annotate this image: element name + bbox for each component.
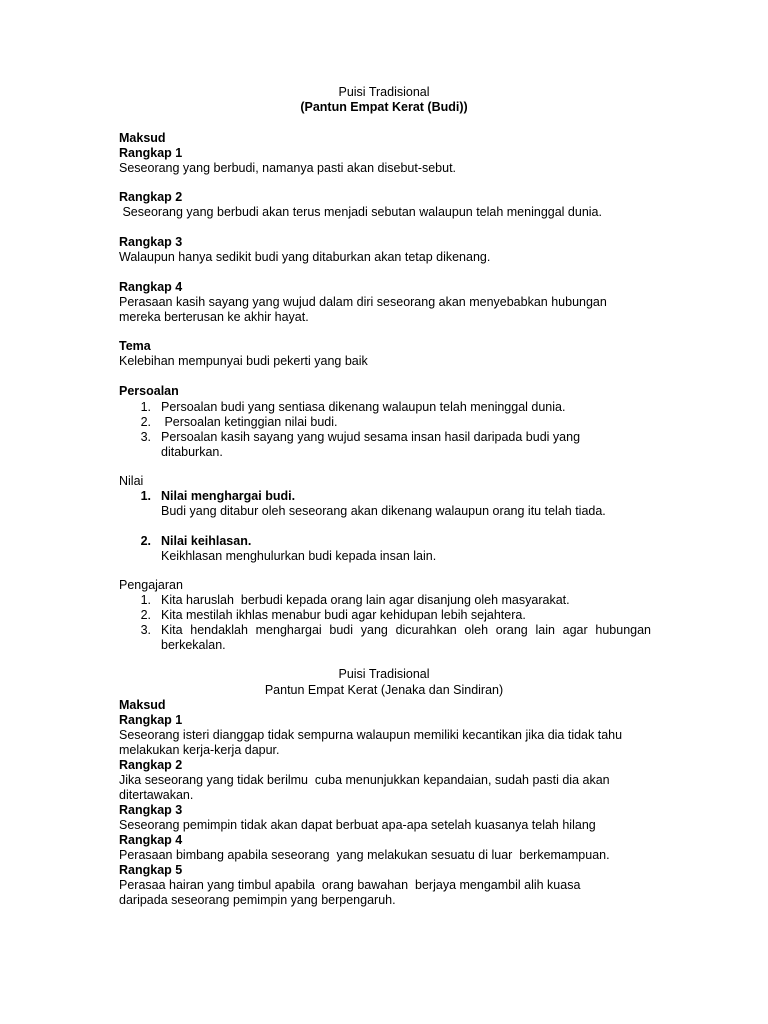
poem2-rangkap-1-line-2: melakukan kerja-kerja dapur. <box>119 743 280 757</box>
poem2-rangkap-2-line-2: ditertawakan. <box>119 788 194 802</box>
poem2-rangkap-3-label: Rangkap 3 <box>119 803 183 817</box>
poem1-rangkap-2-label: Rangkap 2 <box>119 190 183 204</box>
poem2-rangkap-1-label: Rangkap 1 <box>119 713 183 727</box>
pengajaran-heading: Pengajaran <box>119 578 183 592</box>
nilai-item-2-title: Nilai keihlasan. <box>161 534 252 548</box>
poem1-title: Puisi Tradisional <box>338 85 430 99</box>
poem1-rangkap-4-label: Rangkap 4 <box>119 280 183 294</box>
poem1-rangkap-1-label: Rangkap 1 <box>119 146 183 160</box>
poem1-rangkap-2-text: Seseorang yang berbudi akan terus menjadi sebutan walaupun telah meninggal dunia. <box>119 205 602 219</box>
poem2-rangkap-2-line-1: Jika seseorang yang tidak berilmu cuba menunjukkan kepandaian, sudah pasti dia akan <box>119 773 610 787</box>
poem2-rangkap-5-line-1: Perasaa hairan yang timbul apabila orang bawahan berjaya mengambil alih kuasa <box>119 878 581 892</box>
poem1-maksud-heading: Maksud <box>119 131 166 145</box>
poem2-rangkap-2-label: Rangkap 2 <box>119 758 183 772</box>
poem1-rangkap-4-line-2: mereka berterusan ke akhir hayat. <box>119 310 309 324</box>
persoalan-item-3-line-2: ditaburkan. <box>161 445 223 459</box>
persoalan-item-1-number: 1. <box>140 400 151 414</box>
poem1-subtitle: (Pantun Empat Kerat (Budi)) <box>300 100 468 114</box>
poem2-rangkap-5-line-2: daripada seseorang pemimpin yang berpengaruh. <box>119 893 396 907</box>
persoalan-item-2-number: 2. <box>140 415 151 429</box>
poem1-rangkap-3-text: Walaupun hanya sedikit budi yang ditaburkan akan tetap dikenang. <box>119 250 491 264</box>
poem2-title: Puisi Tradisional <box>338 667 430 681</box>
poem1-rangkap-3-label: Rangkap 3 <box>119 235 183 249</box>
poem2-maksud-heading: Maksud <box>119 698 166 712</box>
tema-heading: Tema <box>119 339 151 353</box>
persoalan-item-3-number: 3. <box>140 430 151 444</box>
nilai-item-2-text: Keikhlasan menghulurkan budi kepada insan lain. <box>161 549 437 563</box>
poem2-subtitle: Pantun Empat Kerat (Jenaka dan Sindiran) <box>264 683 504 697</box>
pengajaran-item-2-text: Kita mestilah ikhlas menabur budi agar kehidupan lebih sejahtera. <box>161 608 526 622</box>
pengajaran-item-1-text: Kita haruslah berbudi kepada orang lain agar disanjung oleh masyarakat. <box>161 593 570 607</box>
poem2-rangkap-1-line-1: Seseorang isteri dianggap tidak sempurna walaupun memiliki kecantikan jika dia tidak tahu <box>119 728 623 742</box>
nilai-item-2-number: 2. <box>140 534 151 548</box>
nilai-item-1-number: 1. <box>140 489 151 503</box>
pengajaran-item-1-number: 1. <box>140 593 151 607</box>
poem1-rangkap-4-line-1: Perasaan kasih sayang yang wujud dalam diri seseorang akan menyebabkan hubungan <box>119 295 607 309</box>
poem2-rangkap-4-text: Perasaan bimbang apabila seseorang yang melakukan sesuatu di luar berkemampuan. <box>119 848 610 862</box>
nilai-heading: Nilai <box>119 474 144 488</box>
nilai-item-1-title: Nilai menghargai budi. <box>161 489 296 503</box>
poem2-rangkap-3-text: Seseorang pemimpin tidak akan dapat berbuat apa-apa setelah kuasanya telah hilang <box>119 818 596 832</box>
nilai-item-1-text: Budi yang ditabur oleh seseorang akan dikenang walaupun orang itu telah tiada. <box>161 504 606 518</box>
persoalan-item-2-text: Persoalan ketinggian nilai budi. <box>161 415 338 429</box>
pengajaran-item-3-line-1: Kita hendaklah menghargai budi yang dicurahkan oleh orang lain agar hubungan <box>161 623 651 637</box>
poem1-rangkap-1-text: Seseorang yang berbudi, namanya pasti akan disebut-sebut. <box>119 161 457 175</box>
pengajaran-item-2-number: 2. <box>140 608 151 622</box>
poem2-rangkap-4-label: Rangkap 4 <box>119 833 183 847</box>
pengajaran-item-3-number: 3. <box>140 623 151 637</box>
tema-text: Kelebihan mempunyai budi pekerti yang baik <box>119 354 368 368</box>
poem2-rangkap-5-label: Rangkap 5 <box>119 863 183 877</box>
persoalan-item-3-line-1: Persoalan kasih sayang yang wujud sesama insan hasil daripada budi yang <box>161 430 581 444</box>
pengajaran-item-3-line-2: berkekalan. <box>161 638 226 652</box>
persoalan-item-1-text: Persoalan budi yang sentiasa dikenang walaupun telah meninggal dunia. <box>161 400 566 414</box>
persoalan-heading: Persoalan <box>119 384 179 398</box>
